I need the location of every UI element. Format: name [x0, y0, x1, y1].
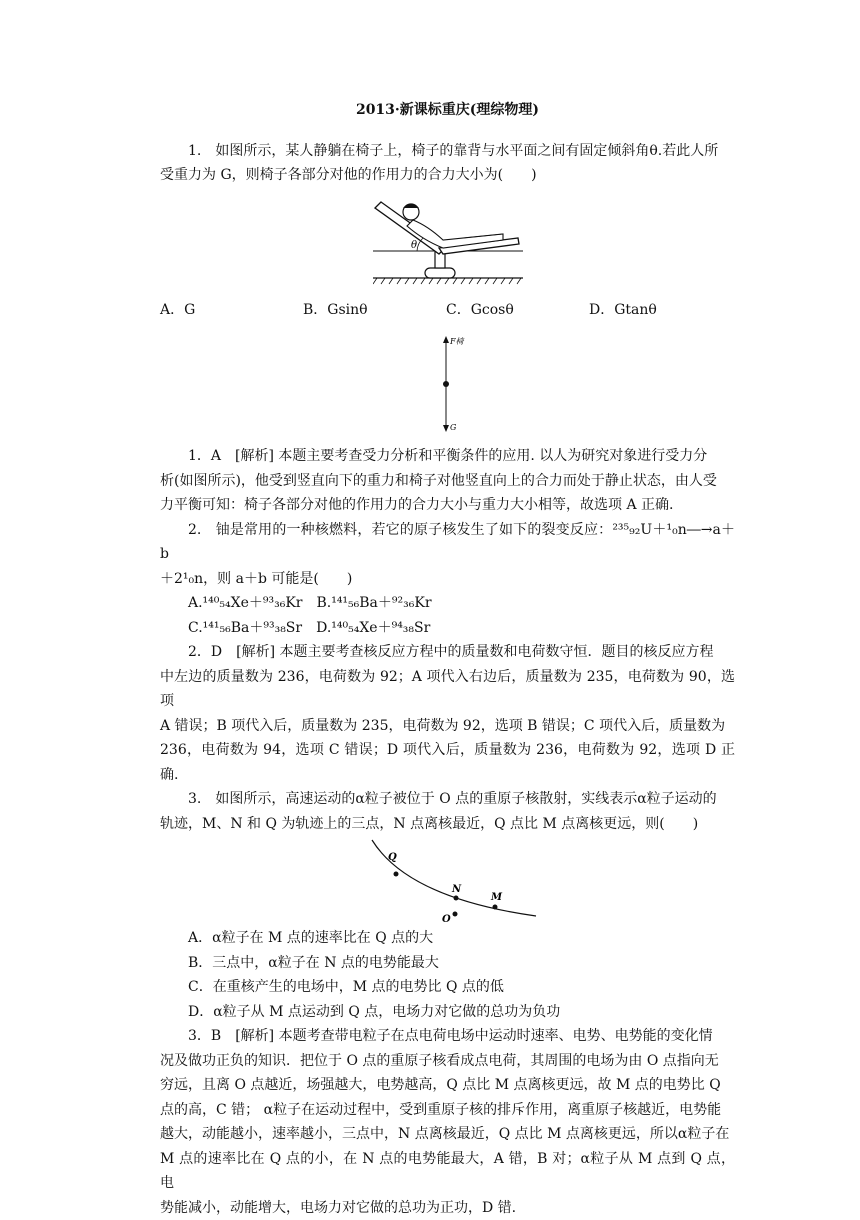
a1-line3: 力平衡可知：椅子各部分对他的作用力的合力大小与重力大小相等，故选项 A 正确. [160, 493, 735, 518]
page-title: 2013·新课标重庆(理综物理) [160, 98, 735, 123]
label-o: O [442, 914, 451, 925]
q1-option-d[interactable]: D．Gtanθ [589, 298, 732, 323]
q2-line2: ＋2¹₀n，则 a＋b 可能是( ) [160, 567, 735, 592]
q1-stem-line2: 受重力为 G，则椅子各部分对他的作用力的合力大小为( ) [160, 163, 735, 188]
a3-line6: M 点的速率比在 Q 点的小，在 N 点的电势能最大，A 错，B 对；α粒子从 M 点到 Q 点，电 [160, 1147, 735, 1196]
a2-line4: 236，电荷数为 94，选项 C 错误；D 项代入后，质量数为 236，电荷数为 92，选项 D 正确. [160, 738, 735, 787]
a1-line2: 析(如图所示)，他受到竖直向下的重力和椅子对他竖直向上的合力而处于静止状态，由人受 [160, 469, 735, 494]
a3-line3: 穷远，且离 O 点越近，场强越大，电势越高，Q 点比 M 点离核更远，故 M 点的电势比 Q [160, 1073, 735, 1098]
a3-line1: 3．B [解析] 本题考查带电粒子在点电荷电场中运动时速率、电势、电势能的变化情 [160, 1024, 735, 1049]
q1-option-c[interactable]: C．Gcosθ [446, 298, 589, 323]
a2-line2: 中左边的质量数为 236，电荷数为 92；A 项代入右边后，质量数为 235，电荷数为 90，选项 [160, 665, 735, 714]
q1-option-a[interactable]: A．G [160, 298, 303, 323]
q2-options-ab: A.¹⁴⁰₅₄Xe＋⁹³₃₆Kr B.¹⁴¹₅₆Ba＋⁹²₃₆Kr [160, 591, 735, 616]
q3-option-d[interactable]: D．α粒子从 M 点运动到 Q 点，电场力对它做的总功为负功 [160, 1000, 735, 1025]
q1-chair-figure [160, 196, 735, 286]
q3-line1: 3. 如图所示，高速运动的α粒子被位于 O 点的重原子核散射，实线表示α粒子运动的 [160, 787, 735, 812]
angle-label: θ [411, 240, 417, 251]
a3-line2: 况及做功正负的知识．把位于 O 点的重原子核看成点电荷，其周围的电场为由 O 点指向无 [160, 1049, 735, 1074]
a3-line4: 点的高，C 错； α粒子在运动过程中，受到重原子核的排斥作用，离重原子核越近，电势能 [160, 1098, 735, 1123]
q3-line2: 轨迹，M、N 和 Q 为轨迹上的三点，N 点离核最近，Q 点比 M 点离核更远，则( ) [160, 812, 735, 837]
q2-options-cd: C.¹⁴¹₅₆Ba＋⁹³₃₈Sr D.¹⁴⁰₅₄Xe＋⁹⁴₃₈Sr [160, 616, 735, 641]
force-down-label: G [450, 423, 457, 432]
label-m: M [490, 892, 503, 903]
a3-line5: 越大，动能越小，速率越小，三点中，N 点离核最近，Q 点比 M 点离核更远，所以α粒子在 [160, 1122, 735, 1147]
alpha-trajectory-svg [358, 836, 548, 926]
a3-line7: 势能减小，动能增大，电场力对它做的总功为正功，D 错. [160, 1196, 735, 1220]
q3-trajectory-figure [160, 836, 735, 926]
a1-line1: 1．A [解析] 本题主要考查受力分析和平衡条件的应用. 以人为研究对象进行受力分 [160, 444, 735, 469]
q3-option-a[interactable]: A．α粒子在 M 点的速率比在 Q 点的大 [160, 926, 735, 951]
force-up-label: F椅 [449, 337, 465, 346]
label-n: N [451, 884, 462, 895]
q1-options [160, 298, 735, 323]
q3-option-c[interactable]: C．在重核产生的电场中，M 点的电势比 Q 点的低 [160, 975, 735, 1000]
force-diagram-svg [428, 334, 468, 434]
reclining-chair-illustration [373, 196, 523, 286]
document-page [160, 98, 735, 1220]
a2-line1: 2．D [解析] 本题主要考查核反应方程中的质量数和电荷数守恒．题目的核反应方程 [160, 640, 735, 665]
q2-line1: 2. 铀是常用的一种核燃料，若它的原子核发生了如下的裂变反应：²³⁵₉₂U＋¹₀n―→a＋b [160, 518, 735, 567]
q1-stem-line1: 1. 如图所示，某人静躺在椅子上，椅子的靠背与水平面之间有固定倾斜角θ.若此人所 [160, 139, 735, 164]
label-q: Q [388, 852, 397, 863]
q3-options [160, 926, 735, 1024]
q1-option-b[interactable]: B．Gsinθ [303, 298, 446, 323]
q3-option-b[interactable]: B．三点中，α粒子在 N 点的电势能最大 [160, 951, 735, 976]
a2-line3: A 错误；B 项代入后，质量数为 235，电荷数为 92，选项 B 错误；C 项代入后，质量数为 [160, 714, 735, 739]
force-diagram [160, 334, 735, 434]
